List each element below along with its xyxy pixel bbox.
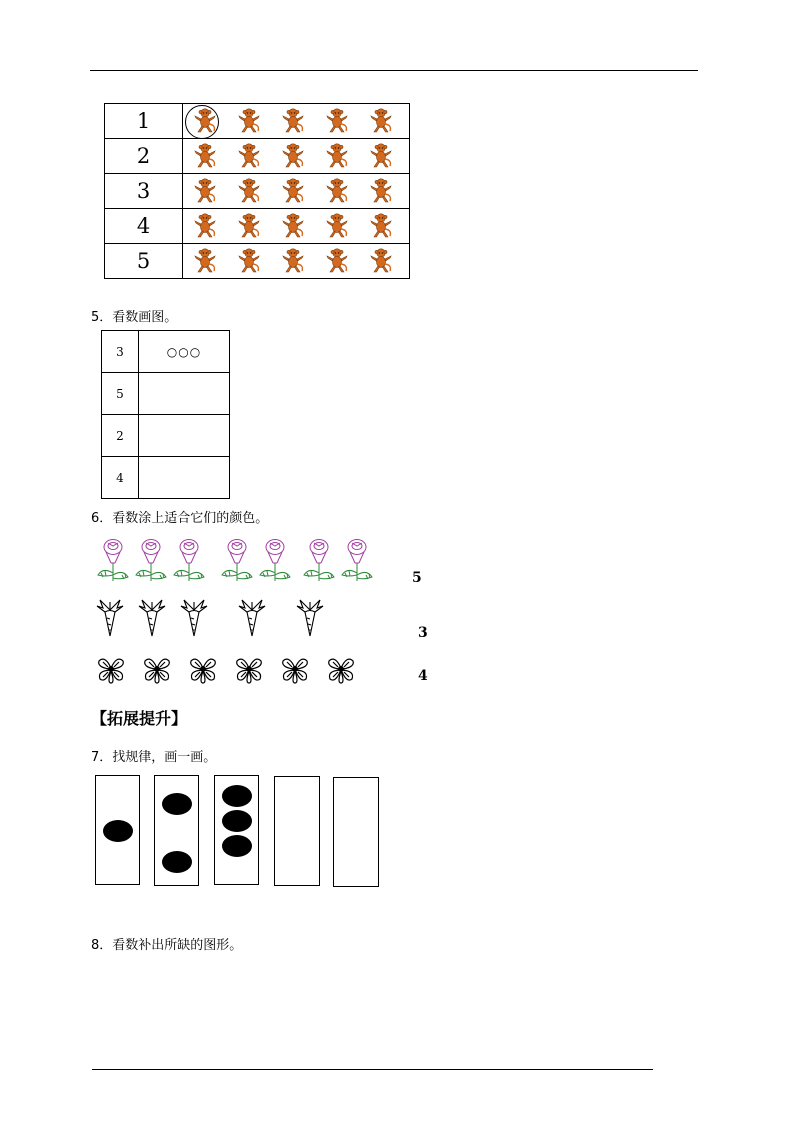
monkey-icon xyxy=(191,212,219,240)
black-dot xyxy=(222,835,252,857)
blossom-row xyxy=(95,653,357,685)
pattern-box xyxy=(214,775,259,885)
footer-rule xyxy=(92,1069,653,1070)
question-8-title: 8．看数补出所缺的图形。 xyxy=(91,938,243,953)
flower-blossom-icon xyxy=(233,653,265,685)
question-6-title: 6．看数涂上适合它们的颜色。 xyxy=(91,511,269,526)
row-number: 2 xyxy=(102,415,139,457)
circle-mark xyxy=(185,105,219,139)
table-row xyxy=(102,457,230,499)
table-row xyxy=(105,174,410,209)
flower-blossom-icon xyxy=(279,653,311,685)
morning-glory-icon xyxy=(95,537,131,585)
monkey-icon xyxy=(279,177,307,205)
row-number: 4 xyxy=(105,209,183,244)
carrot-icon xyxy=(237,598,267,638)
table-row xyxy=(102,331,230,373)
monkey-cell[interactable] xyxy=(183,104,410,139)
monkey-icon xyxy=(367,107,395,135)
count-label: 3 xyxy=(418,625,428,641)
question-7-title: 7．找规律，画一画。 xyxy=(91,750,217,765)
monkey-icon xyxy=(279,142,307,170)
row-number: 3 xyxy=(102,331,139,373)
black-dot xyxy=(162,851,192,873)
drawing-cell[interactable] xyxy=(139,415,230,457)
carrot-icon xyxy=(295,598,325,638)
monkey-icon xyxy=(323,107,351,135)
table-row xyxy=(105,139,410,174)
row-number: 5 xyxy=(102,373,139,415)
black-dot xyxy=(222,785,252,807)
monkey-icon xyxy=(191,177,219,205)
row-number: 2 xyxy=(105,139,183,174)
pattern-box[interactable] xyxy=(274,776,320,886)
monkey-cell[interactable] xyxy=(183,139,410,174)
monkey-icon xyxy=(323,247,351,275)
pattern-box xyxy=(95,775,140,885)
monkey-icon xyxy=(323,212,351,240)
section-heading: 【拓展提升】 xyxy=(91,709,188,728)
draw-by-number-table xyxy=(101,330,230,499)
flower-blossom-icon xyxy=(141,653,173,685)
table-row xyxy=(102,415,230,457)
monkey-icon xyxy=(367,177,395,205)
monkey-icon xyxy=(279,212,307,240)
monkey-icon xyxy=(323,177,351,205)
black-dot xyxy=(162,793,192,815)
count-label: 4 xyxy=(418,668,428,684)
morning-glory-icon xyxy=(219,537,255,585)
flower-blossom-icon xyxy=(95,653,127,685)
monkey-icon xyxy=(235,212,263,240)
table-row xyxy=(105,244,410,279)
flower-blossom-icon xyxy=(325,653,357,685)
morning-glory-icon xyxy=(301,537,337,585)
monkey-icon xyxy=(191,142,219,170)
monkey-icon xyxy=(235,177,263,205)
table-row xyxy=(105,209,410,244)
drawing-cell[interactable]: ○○○ xyxy=(139,331,230,373)
monkey-cell[interactable] xyxy=(183,174,410,209)
question-5-title: 5．看数画图。 xyxy=(91,310,178,325)
morning-glory-icon xyxy=(133,537,169,585)
row-number: 5 xyxy=(105,244,183,279)
monkey-cell[interactable] xyxy=(183,244,410,279)
monkey-icon xyxy=(323,142,351,170)
table-row xyxy=(105,104,410,139)
row-number: 1 xyxy=(105,104,183,139)
monkey-icon xyxy=(367,212,395,240)
monkey-cell[interactable] xyxy=(183,209,410,244)
pattern-box xyxy=(154,775,199,886)
header-rule xyxy=(90,70,698,71)
monkey-icon xyxy=(367,142,395,170)
drawing-cell[interactable] xyxy=(139,457,230,499)
monkey-icon xyxy=(367,247,395,275)
carrot-icon xyxy=(179,598,209,638)
morning-glory-icon xyxy=(257,537,293,585)
row-number: 4 xyxy=(102,457,139,499)
row-number: 3 xyxy=(105,174,183,209)
morning-glory-row xyxy=(95,537,375,585)
morning-glory-icon xyxy=(171,537,207,585)
monkey-icon xyxy=(191,247,219,275)
drawing-cell[interactable] xyxy=(139,373,230,415)
monkey-icon xyxy=(235,247,263,275)
monkey-icon xyxy=(279,107,307,135)
monkey-count-table xyxy=(104,103,410,279)
monkey-icon xyxy=(235,142,263,170)
black-dot xyxy=(222,810,252,832)
monkey-icon xyxy=(279,247,307,275)
monkey-icon xyxy=(235,107,263,135)
morning-glory-icon xyxy=(339,537,375,585)
black-dot xyxy=(103,820,133,842)
carrot-row xyxy=(95,598,325,638)
flower-blossom-icon xyxy=(187,653,219,685)
carrot-icon xyxy=(95,598,125,638)
count-label: 5 xyxy=(412,570,422,586)
pattern-box[interactable] xyxy=(333,777,379,887)
carrot-icon xyxy=(137,598,167,638)
table-row xyxy=(102,373,230,415)
